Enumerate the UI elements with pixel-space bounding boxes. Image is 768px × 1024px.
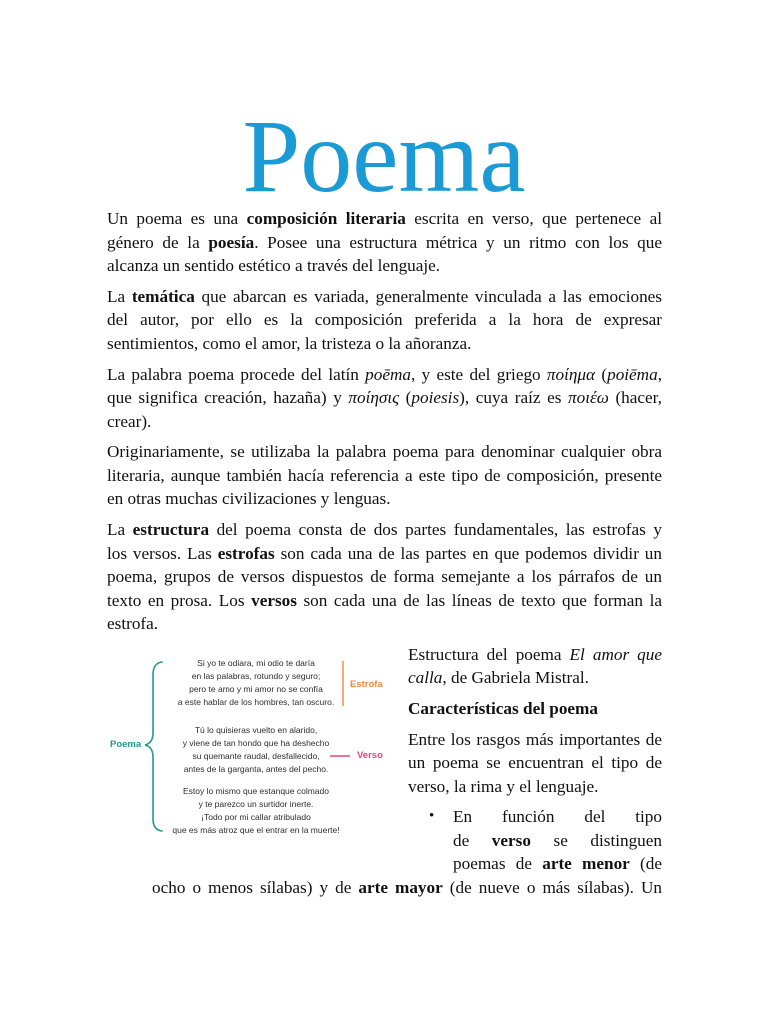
text-run: La palabra poema procede del latín [107,364,366,384]
text-line [107,363,662,387]
text-line [107,440,662,464]
text-line [107,285,662,309]
text-run: texto en prosa. Los [107,590,252,610]
verse-line: Si yo te odiara, mi odio te daría [197,657,315,668]
text-run: ( [399,388,412,408]
bold-term: verso [491,830,531,850]
text-line [107,612,662,636]
bullet-item-continuation [152,876,662,900]
verse-line: ¡Todo por mi callar atribulado [201,811,311,822]
stanza [161,724,351,776]
text-run: son cada una de las partes en que podemos dividir un [274,543,662,563]
paragraph [107,518,662,636]
text-run: escrita en verso, que pertenece al [405,209,662,228]
paragraph [107,285,662,356]
bold-term: versos [251,590,297,610]
italic-term: El amor que [569,644,662,664]
text-run: un poema se encuentran el tipo de [408,753,662,773]
bold-term: estrofas [217,543,275,563]
text-run: , y este del griego [410,364,547,384]
text-line [107,254,662,278]
diagram-label-poema: Poema [110,739,142,750]
verse-line: y te parezco un surtidor inerte. [198,798,314,809]
paragraph [107,440,662,511]
text-run: del poema consta de dos partes fundamentales, las estrofas y [209,520,662,540]
text-run: (de nueve o más sílabas). Un [442,877,662,897]
bold-term: poesía [208,232,255,252]
text-line [107,231,662,255]
text-run: La [107,520,133,540]
text-run: alcanza un sentido estético a través del lenguaje. [107,256,441,275]
text-run: los versos. Las [107,543,218,563]
italic-term: ποίησις [348,388,400,408]
stanza [161,657,351,709]
text-run: género de la [107,232,209,252]
text-run: del autor, por ello es la composición preferida a la hora de expresar [107,310,662,330]
text-line [408,643,662,667]
verse-line: antes de la garganta, antes del pecho. [183,763,329,774]
text-line [107,410,662,434]
text-run: son cada una de las líneas de texto que forman la [296,590,662,610]
text-run: sentimientos, como el amor, la tristeza o la añoranza. [107,333,472,353]
text-line [107,589,662,613]
text-line [408,728,662,752]
bold-term: arte menor [542,854,630,874]
poem-structure-diagram [107,645,393,853]
italic-term: ποιέω [567,388,609,408]
text-run: literaria, aunque también hacía referencia a este tipo de composición, presente [107,465,662,485]
text-run: ( [595,364,608,384]
text-line [107,565,662,589]
verse-line: a este hablar de los hombres, tan oscuro. [177,696,335,707]
text-run: , de Gabriela Mistral. [442,668,589,687]
text-run: ), cuya raíz es [459,388,568,408]
text-line [107,464,662,488]
paragraph [408,728,662,799]
diagram-label-estrofa: Estrofa [350,679,383,690]
text-line [152,876,662,900]
text-run: La [107,286,132,306]
text-run: crear). [107,411,152,431]
italic-term: poiēma [607,364,658,384]
section-heading: Características del poema [408,698,598,718]
italic-term: poēma [365,364,411,384]
text-run: de [453,830,492,850]
bullet-icon: • [429,808,435,825]
text-run: Entre los rasgos más importantes de [408,729,662,749]
text-line [408,666,662,690]
text-line [107,542,662,566]
text-line [453,829,662,853]
text-run: Originariamente, se utilizaba la palabra poema para denominar cualquier obra [107,442,662,462]
bullet-item [453,805,662,876]
text-run: verso, la rima y el lenguaje. [408,776,599,796]
bold-term: arte mayor [358,877,443,897]
stanza [161,785,351,837]
text-run: En función del tipo [453,807,662,827]
paragraph [107,363,662,434]
figure-caption [408,643,662,690]
text-run: Un poema es una [107,209,247,228]
text-line [453,805,662,829]
bold-term: composición literaria [246,209,406,228]
italic-term: poiesis [411,388,460,408]
text-line [107,308,662,332]
text-run: en otras muchas civilizaciones y lenguas. [107,489,391,509]
text-run: . Posee una estructura métrica y un ritmo con los que [254,232,663,252]
text-line [408,775,662,799]
verse-line: en las palabras, rotundo y seguro; [191,670,321,681]
italic-term: calla [408,668,443,687]
right-column [408,643,662,806]
text-run: que abarcan es variada, generalmente vinculada a las emociones [194,286,662,306]
verse-line: pero te amo y mi amor no se confía [189,683,323,694]
text-run: se distinguen [530,830,662,850]
text-line [408,751,662,775]
verse-line: su quemante raudal, desfallecido, [192,750,320,761]
verse-line: y viene de tan hondo que ha deshecho [182,737,330,748]
diagram-label-verso: Verso [357,750,383,761]
italic-term: ποίημα [546,364,596,384]
text-run: (hacer, [608,388,662,408]
verse-line: Tú lo quisieras vuelto en alarido, [194,724,318,735]
text-line [107,386,662,410]
page-title: Poema [242,99,526,214]
bold-term: estructura [132,520,210,540]
text-line [107,487,662,511]
text-run: , [657,364,662,384]
body-text [107,207,662,643]
brace-shape [145,662,162,831]
bold-term: temática [131,286,195,306]
paragraph [107,207,662,278]
text-run: (de [629,854,662,874]
text-run: estrofa. [107,614,159,634]
text-run: ocho o menos sílabas) y de [152,877,359,897]
text-line [107,332,662,356]
text-run: poemas de [453,854,543,874]
verse-line: que es más atroz que el entrar en la muerte! [172,824,340,835]
text-line [107,207,662,231]
text-run: poema, grupos de versos dispuestos de forma semejante a los párrafos de un [107,567,662,587]
verse-line: Estoy lo mismo que estanque colmado [183,785,329,796]
text-line [453,852,662,876]
text-run: que significa creación, hazaña) y [107,388,349,408]
text-run: Estructura del poema [408,644,570,664]
section-heading-block [408,697,662,721]
text-line [107,518,662,542]
